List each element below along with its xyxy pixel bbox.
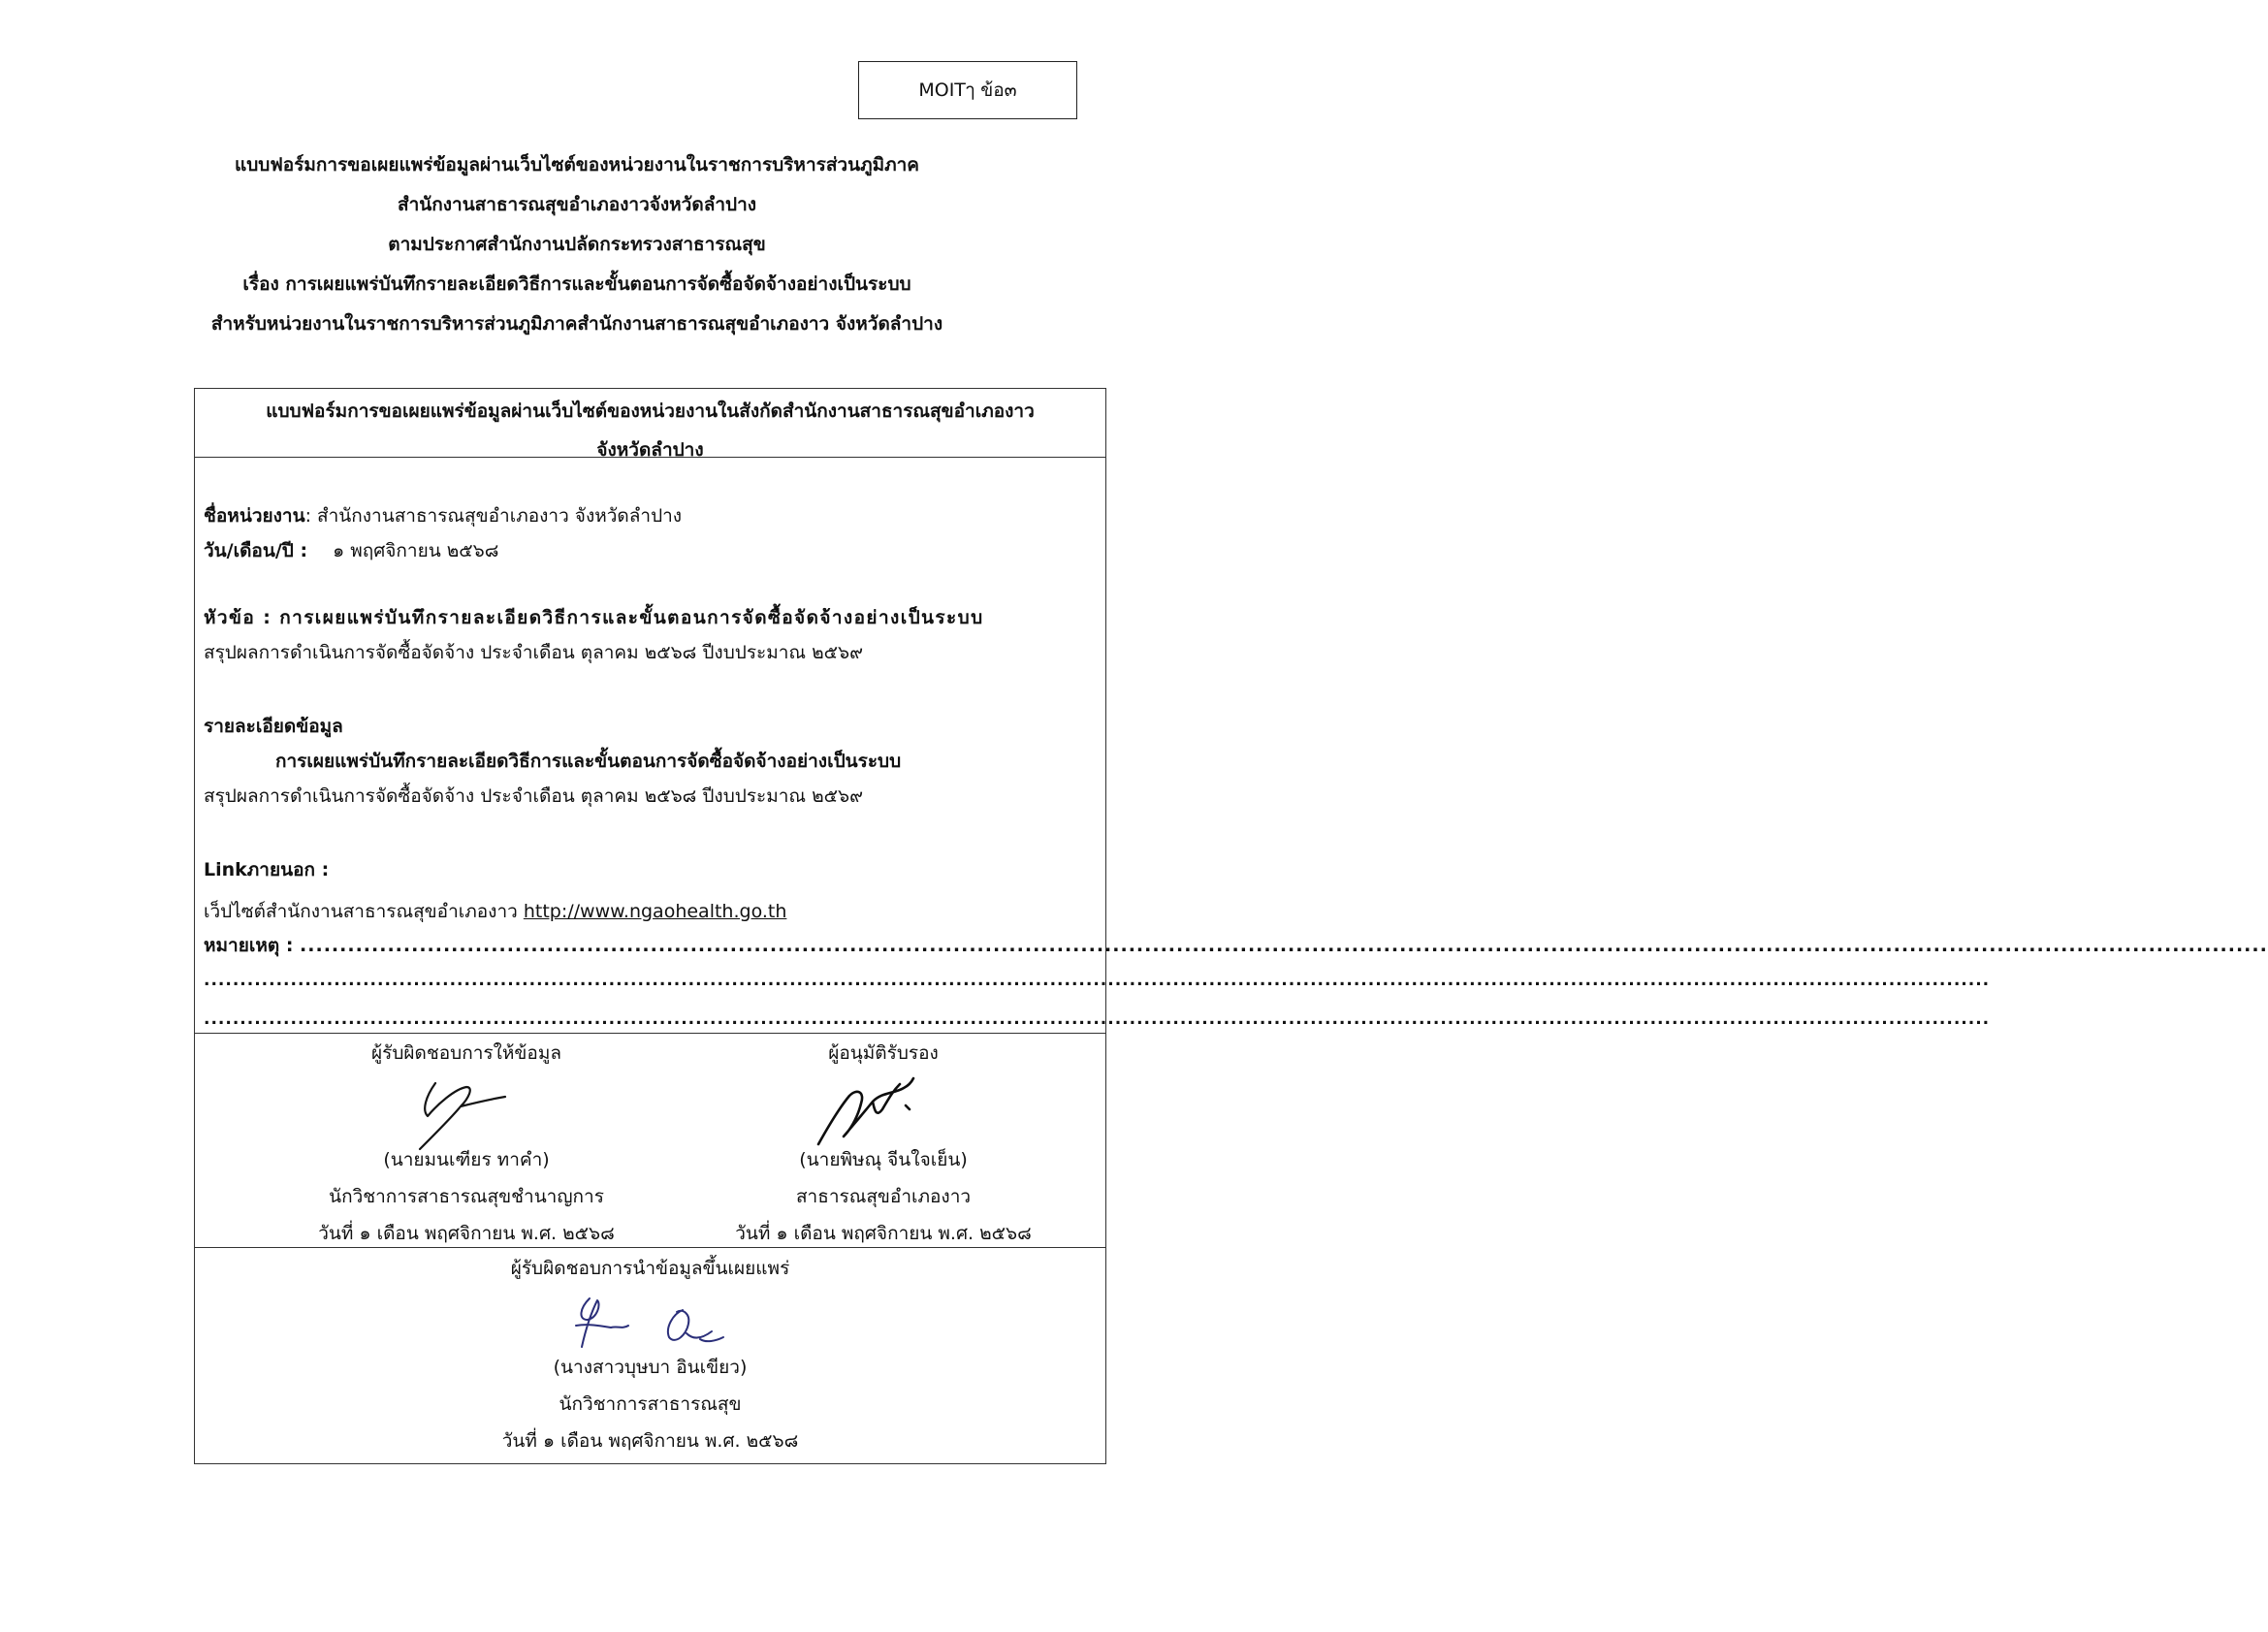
- provider-position: นักวิชาการสาธารณสุขชำนาญการ: [329, 1186, 604, 1207]
- approver-name: (นายพิษณุ จีนใจเย็น): [799, 1149, 968, 1170]
- website-link[interactable]: http://www.ngaohealth.go.th: [523, 901, 787, 922]
- note-row: [204, 928, 2268, 963]
- provider-name: (นายมนเฑียร ทาคำ): [383, 1149, 550, 1170]
- heading-line-2: สำนักงานสาธารณสุขอำเภองาวจังหวัดลำปาง: [397, 194, 757, 215]
- topic-label: หัวข้อ : การเผยแพร่บันทึกรายละเอียดวิธีการและขั้นตอนการจัดซื้อจัดจ้างอย่างเป็นระบบ: [204, 607, 984, 628]
- website-row: [204, 894, 786, 929]
- website-prefix: เว็ปไซต์สำนักงานสาธารณสุขอำเภองาว: [204, 901, 524, 922]
- unit-value: : สำนักงานสาธารณสุขอำเภองาว จังหวัดลำปาง: [304, 505, 683, 527]
- unit-label: ชื่อหน่วยงาน: [204, 505, 305, 527]
- date-value: ๑ พฤศจิกายน ๒๕๖๘: [333, 540, 499, 561]
- approver-details: [660, 1141, 1106, 1252]
- detail-title: การเผยแพร่บันทึกรายละเอียดวิธีการและขั้นตอนการจัดซื้อจัดจ้างอย่างเป็นระบบ: [275, 751, 902, 772]
- detail-subtitle: สรุปผลการดำเนินการจัดซื้อจัดจ้าง ประจำเดือน ตุลาคม ๒๕๖๘ ปีงบประมาณ ๒๕๖๙: [204, 785, 863, 807]
- detail-label: รายละเอียดข้อมูล: [204, 716, 343, 737]
- approver-role: ผู้อนุมัติรับรอง: [828, 1042, 939, 1064]
- heading-line-4: เรื่อง การเผยแพร่บันทึกรายละเอียดวิธีการและขั้นตอนการจัดซื้อจัดจ้างอย่างเป็นระบบ: [242, 273, 911, 295]
- approver-signature-block: [660, 1035, 1106, 1072]
- unit-row: [204, 498, 682, 533]
- approver-date: วันที่ ๑ เดือน พฤศจิกายน พ.ศ. ๒๕๖๘: [735, 1223, 1032, 1244]
- provider-details: [234, 1141, 699, 1252]
- note-dots-1: .......................................................................................................................................................................................................................................................: [300, 935, 2268, 956]
- document-code: MOITๅ ข้อ๓: [918, 80, 1017, 101]
- form-title-line-1: แบบฟอร์มการขอเผยแพร่ข้อมูลผ่านเว็บไซต์ของหน่วยงานในสังกัดสำนักงานสาธารณสุขอำเภองาว: [266, 400, 1035, 422]
- publisher-position: นักวิชาการสาธารณสุข: [559, 1393, 742, 1415]
- provider-date: วันที่ ๑ เดือน พฤศจิกายน พ.ศ. ๒๕๖๘: [318, 1223, 615, 1244]
- topic-subtitle: สรุปผลการดำเนินการจัดซื้อจัดจ้าง ประจำเดือน ตุลาคม ๒๕๖๘ ปีงบประมาณ ๒๕๖๙: [204, 642, 863, 663]
- note-dots-2: .......................................................................................................................................................................................................................................................: [204, 971, 1991, 990]
- document-code-box: [858, 61, 1077, 119]
- heading-line-1: แบบฟอร์มการขอเผยแพร่ข้อมูลผ่านเว็บไซต์ของหน่วยงานในราชการบริหารส่วนภูมิภาค: [234, 154, 920, 176]
- form-table: [194, 388, 2268, 1464]
- note-label: หมายเหตุ :: [204, 935, 301, 956]
- publisher-details: [195, 1349, 1105, 1459]
- provider-signature-block: [234, 1035, 699, 1072]
- publisher-date: วันที่ ๑ เดือน พฤศจิกายน พ.ศ. ๒๕๖๘: [501, 1430, 799, 1452]
- publisher-role: ผู้รับผิดชอบการนำข้อมูลขึ้นเผยแพร่: [510, 1258, 790, 1279]
- date-row: [204, 533, 498, 568]
- approver-signature-icon: [811, 1072, 927, 1150]
- provider-role: ผู้รับผิดชอบการให้ข้อมูล: [371, 1042, 561, 1064]
- date-label: วัน/เดือน/ปี :: [204, 540, 308, 561]
- heading-line-5: สำหรับหน่วยงานในราชการบริหารส่วนภูมิภาคสำนักงานสาธารณสุขอำเภองาว จังหวัดลำปาง: [210, 313, 943, 335]
- publisher-name: (นางสาวบุษบา อินเขียว): [553, 1357, 748, 1378]
- note-dots-3: .......................................................................................................................................................................................................................................................: [204, 1009, 1991, 1029]
- divider-title: [195, 457, 1105, 458]
- form-title-line-2: จังหวัดลำปาง: [596, 439, 704, 461]
- document-heading: [97, 145, 1057, 344]
- external-link-label: Linkภายนอก :: [204, 859, 330, 880]
- approver-position: สาธารณสุขอำเภองาว: [795, 1186, 972, 1207]
- divider-publisher: [195, 1247, 1105, 1248]
- publisher-signature-block: [195, 1250, 1105, 1287]
- heading-line-3: ตามประกาศสำนักงานปลัดกระทรวงสาธารณสุข: [388, 234, 766, 255]
- divider-signatures: [195, 1033, 1105, 1034]
